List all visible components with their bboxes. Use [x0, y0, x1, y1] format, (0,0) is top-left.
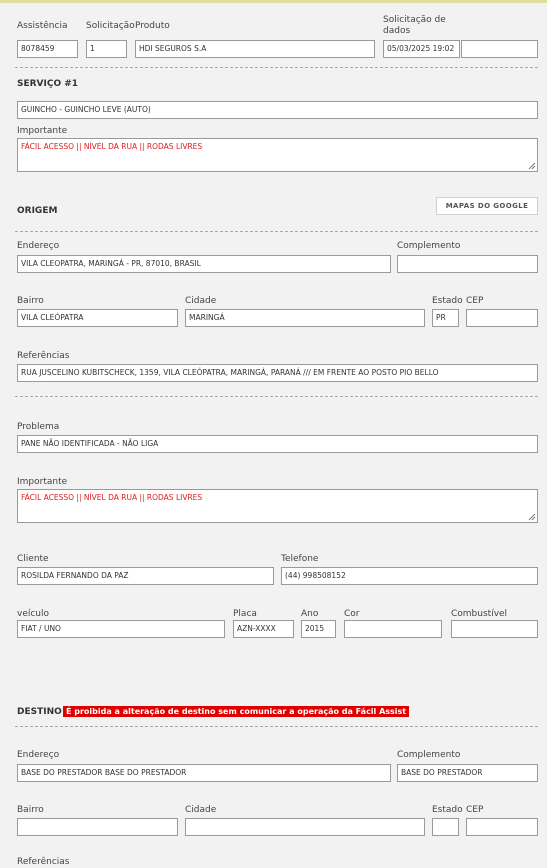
destino-complemento-field[interactable]: BASE DO PRESTADOR — [397, 764, 538, 782]
problema-field[interactable]: PANE NÃO IDENTIFICADA - NÃO LIGA — [17, 435, 538, 453]
telefone-label: Telefone — [281, 554, 319, 564]
ano-field[interactable]: 2015 — [301, 620, 336, 638]
placa-field[interactable]: AZN-XXXX — [233, 620, 294, 638]
data-solicitacao-field[interactable]: 05/03/2025 19:02 — [383, 40, 460, 58]
placa-label: Placa — [233, 609, 257, 619]
cliente-label: Cliente — [17, 554, 49, 564]
origem-bairro-field[interactable]: VILA CLEÓPATRA — [17, 309, 178, 327]
origem-estado-label: Estado — [432, 296, 463, 306]
produto-label: Produto — [135, 21, 170, 31]
destino-cep-field[interactable] — [466, 818, 538, 836]
destino-cep-label: CEP — [466, 805, 484, 815]
servico-importante-label: Importante — [17, 126, 68, 136]
destino-estado-field[interactable] — [432, 818, 459, 836]
servico-field[interactable]: GUINCHO - GUINCHO LEVE (AUTO) — [17, 101, 538, 119]
destino-endereco-label: Endereço — [17, 750, 60, 760]
servico-importante-text: FÁCIL ACESSO || NÍVEL DA RUA || RODAS LIVRES — [21, 142, 203, 151]
produto-field[interactable]: HDI SEGUROS S.A — [135, 40, 375, 58]
extra-field[interactable] — [461, 40, 538, 58]
destino-estado-label: Estado — [432, 805, 463, 815]
divider — [15, 726, 538, 727]
cliente-field[interactable]: ROSILDA FERNANDO DA PAZ — [17, 567, 274, 585]
servico-importante-textarea[interactable] — [17, 138, 538, 172]
data-solicitacao-label: Solicitação de dados — [383, 15, 446, 36]
veiculo-field[interactable]: FIAT / UNO — [17, 620, 225, 638]
top-accent-line — [0, 0, 547, 3]
solicitacao-label: Solicitação — [86, 21, 135, 31]
destino-bairro-field[interactable] — [17, 818, 178, 836]
origem-endereco-field[interactable]: VILA CLEOPATRA, MARINGÁ - PR, 87010, BRASIL — [17, 255, 391, 273]
telefone-field[interactable]: (44) 998508152 — [281, 567, 538, 585]
servico-title: SERVIÇO #1 — [17, 79, 79, 89]
destino-endereco-field[interactable]: BASE DO PRESTADOR BASE DO PRESTADOR — [17, 764, 391, 782]
google-maps-button[interactable]: MAPAS DO GOOGLE — [436, 197, 538, 215]
assistencia-label: Assistência — [17, 21, 68, 31]
divider — [15, 396, 538, 397]
divider — [15, 67, 538, 68]
origem-referencias-field[interactable]: RUA JUSCELINO KUBITSCHECK, 1359, VILA CLEÓPATRA, MARINGÁ, PARANÁ /// EM FRENTE AO POSTO PIO BELLO — [17, 364, 538, 382]
divider — [15, 231, 538, 232]
origem-cidade-field[interactable]: MARINGÁ — [185, 309, 425, 327]
destino-bairro-label: Bairro — [17, 805, 44, 815]
origem-title: ORIGEM — [17, 206, 58, 216]
combustivel-field[interactable] — [451, 620, 538, 638]
origem-endereco-label: Endereço — [17, 241, 60, 251]
problema-importante-label: Importante — [17, 477, 68, 487]
destino-title: DESTINO — [17, 707, 62, 717]
destino-complemento-label: Complemento — [397, 750, 461, 760]
origem-cidade-label: Cidade — [185, 296, 217, 306]
ano-label: Ano — [301, 609, 319, 619]
origem-complemento-label: Complemento — [397, 241, 461, 251]
solicitacao-field[interactable]: 1 — [86, 40, 127, 58]
cor-label: Cor — [344, 609, 360, 619]
destino-cidade-field[interactable] — [185, 818, 425, 836]
cor-field[interactable] — [344, 620, 442, 638]
resize-grip-icon[interactable] — [528, 513, 536, 521]
problema-importante-textarea[interactable] — [17, 489, 538, 523]
destino-warning-badge: É proibida a alteração de destino sem comunicar a operação da Fácil Assist — [63, 706, 409, 717]
assistencia-field[interactable]: 8078459 — [17, 40, 78, 58]
origem-bairro-label: Bairro — [17, 296, 44, 306]
resize-grip-icon[interactable] — [528, 162, 536, 170]
origem-cep-field[interactable] — [466, 309, 538, 327]
destino-referencias-label: Referências — [17, 857, 70, 867]
destino-cidade-label: Cidade — [185, 805, 217, 815]
veiculo-label: veículo — [17, 609, 50, 619]
origem-cep-label: CEP — [466, 296, 484, 306]
problema-importante-text: FÁCIL ACESSO || NÍVEL DA RUA || RODAS LIVRES — [21, 493, 203, 502]
origem-estado-field[interactable]: PR — [432, 309, 459, 327]
problema-label: Problema — [17, 422, 60, 432]
origem-complemento-field[interactable] — [397, 255, 538, 273]
combustivel-label: Combustível — [451, 609, 508, 619]
origem-referencias-label: Referências — [17, 351, 70, 361]
